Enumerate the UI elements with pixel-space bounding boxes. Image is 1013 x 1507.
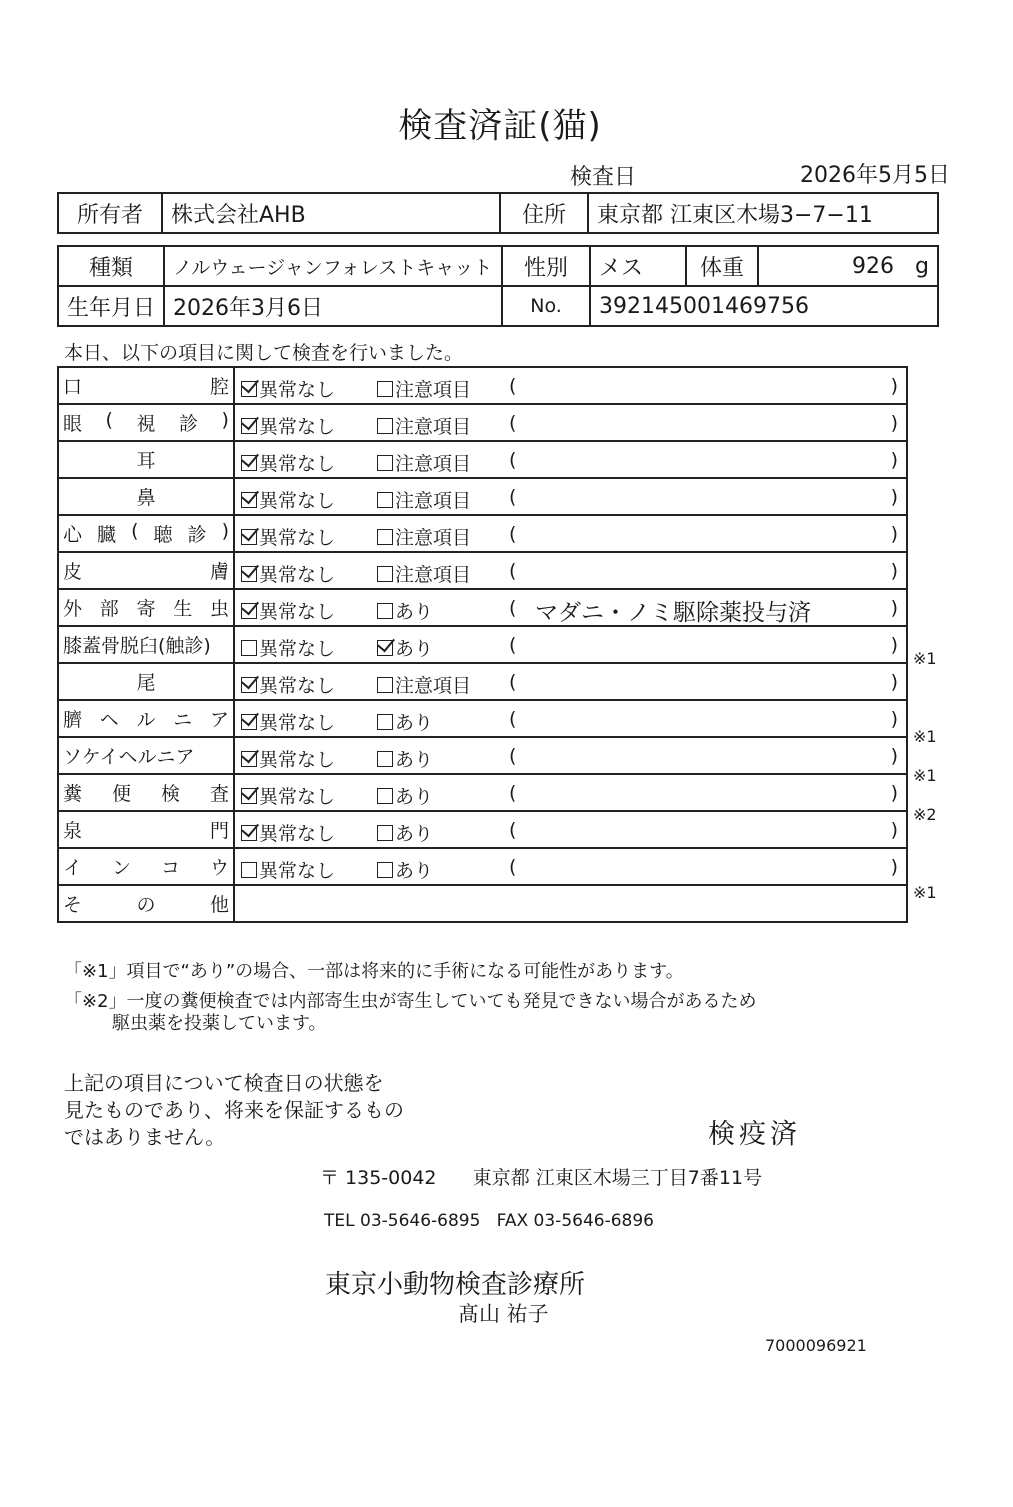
item-name-char: ニ: [173, 709, 193, 731]
checked-box-icon[interactable]: [241, 381, 257, 397]
address-label: 住所: [500, 193, 588, 233]
item-name-char: 糞: [63, 783, 83, 805]
ok-option[interactable]: [241, 523, 335, 550]
owner-label: 所有者: [58, 193, 162, 233]
ok-label: 異常なし: [259, 749, 336, 771]
ok-label: 異常なし: [259, 527, 336, 549]
ok-label: 異常なし: [259, 453, 336, 475]
clinic-fax: FAX 03-5646-6896: [496, 1211, 654, 1231]
document-title: 検査済証(猫): [398, 106, 602, 146]
item-name-char: ア: [209, 709, 229, 731]
inspection-row: [58, 848, 907, 885]
item-name-char: の: [136, 894, 156, 916]
inspection-date-label: 検査日: [570, 165, 637, 190]
item-name-char: 便: [111, 783, 131, 805]
vet-name: 髙山 祐子: [458, 1302, 549, 1326]
item-name-char: 臍: [63, 709, 83, 731]
clinic-address: 東京都 江東区木場三丁目7番11号: [472, 1167, 763, 1189]
open-paren: (: [509, 819, 517, 841]
ok-option[interactable]: [241, 745, 335, 772]
item-name-char: (: [131, 520, 139, 542]
item-name-char: コ: [160, 857, 180, 879]
checkbox-icon[interactable]: [377, 566, 393, 582]
item-name-char: 外: [63, 598, 83, 620]
footnote-2-cont: 駆虫薬を投薬しています。: [112, 1013, 327, 1034]
close-paren: ): [890, 819, 898, 841]
ok-label: 異常なし: [259, 638, 336, 660]
open-paren: (: [509, 634, 517, 656]
item-name-char: イ: [63, 857, 83, 879]
warn-label: 注意項目: [395, 527, 472, 549]
ok-option[interactable]: [241, 375, 335, 402]
item-name-char: 部: [99, 598, 119, 620]
item-name-char: 視: [136, 413, 156, 435]
close-paren: ): [890, 375, 898, 397]
inspection-row: [58, 478, 907, 515]
warn-option[interactable]: [377, 523, 471, 550]
ok-option[interactable]: [241, 634, 335, 661]
checked-box-icon[interactable]: [241, 714, 257, 730]
checked-box-icon[interactable]: [241, 418, 257, 434]
item-name-char: ン: [111, 857, 131, 879]
inspection-row: [58, 663, 907, 700]
checked-box-icon[interactable]: [241, 751, 257, 767]
close-paren: ): [890, 782, 898, 804]
ok-option[interactable]: [241, 560, 335, 587]
open-paren: (: [509, 708, 517, 730]
open-paren: (: [509, 486, 517, 508]
other-label: [58, 885, 234, 922]
item-note: マダニ・ノミ駆除薬投与済: [535, 600, 811, 626]
checkbox-icon[interactable]: [377, 862, 393, 878]
item-name-char: 心: [63, 524, 83, 546]
clinic-address-line: [320, 1163, 762, 1190]
item-name-char: 診: [179, 413, 199, 435]
checkbox-icon[interactable]: [377, 381, 393, 397]
item-name: [58, 589, 234, 626]
item-name-char: ): [221, 409, 229, 431]
item-name-char: 鼻: [136, 487, 156, 509]
checkbox-icon[interactable]: [377, 455, 393, 471]
open-paren: (: [509, 375, 517, 397]
warn-label: 注意項目: [395, 453, 472, 475]
item-name-char: ル: [136, 709, 156, 731]
warn-option[interactable]: [377, 782, 433, 809]
open-paren: (: [509, 449, 517, 471]
checked-box-icon[interactable]: [241, 566, 257, 582]
checked-box-icon[interactable]: [241, 825, 257, 841]
ok-label: 異常なし: [259, 379, 336, 401]
inspection-items-table: [57, 366, 908, 923]
inspection-row: [58, 737, 907, 774]
close-paren: ): [890, 560, 898, 582]
checkbox-icon[interactable]: [377, 751, 393, 767]
pet-table: [57, 245, 939, 327]
item-result: [234, 737, 907, 774]
no-value: 392145001469756: [590, 286, 938, 326]
close-paren: ): [890, 523, 898, 545]
postal-code: 〒 135-0042: [320, 1167, 437, 1189]
open-paren: (: [509, 782, 517, 804]
warn-label: あり: [395, 860, 434, 882]
footnote-mark: ※1: [913, 727, 937, 746]
checkbox-icon[interactable]: [377, 677, 393, 693]
item-name: [58, 737, 234, 774]
open-paren: (: [509, 856, 517, 878]
inspection-row: [58, 515, 907, 552]
warn-option[interactable]: [377, 560, 471, 587]
item-name-char: 査: [209, 783, 229, 805]
item-name: [58, 774, 234, 811]
inspection-row: [58, 552, 907, 589]
item-name: [58, 515, 234, 552]
item-name-char: そ: [63, 894, 83, 916]
close-paren: ): [890, 745, 898, 767]
checkbox-icon[interactable]: [377, 825, 393, 841]
checked-box-icon[interactable]: [241, 492, 257, 508]
dob-label: 生年月日: [58, 286, 164, 326]
item-name: [58, 811, 234, 848]
disclaimer-line: 上記の項目について検査日の状態を: [64, 1071, 384, 1095]
inspection-row: [58, 774, 907, 811]
footnote-mark: ※1: [913, 883, 937, 902]
item-name-char: 尾: [136, 672, 156, 694]
item-name-char: 門: [209, 820, 229, 842]
dob-value: 2026年3月6日: [164, 286, 502, 326]
warn-label: あり: [395, 786, 434, 808]
ok-label: 異常なし: [259, 490, 336, 512]
open-paren: (: [509, 412, 517, 434]
item-name-char: 診: [187, 524, 207, 546]
warn-option[interactable]: [377, 449, 471, 476]
sex-label: 性別: [502, 246, 590, 286]
item-name-char: ウ: [209, 857, 229, 879]
warn-option[interactable]: [377, 708, 433, 735]
document-code: 7000096921: [765, 1336, 867, 1355]
checked-box-icon[interactable]: [241, 455, 257, 471]
item-name: [58, 404, 234, 441]
item-name: [58, 663, 234, 700]
ok-option[interactable]: [241, 856, 335, 883]
item-result: [234, 552, 907, 589]
inspection-row: [58, 367, 907, 404]
ok-label: 異常なし: [259, 786, 336, 808]
close-paren: ): [890, 708, 898, 730]
warn-label: 注意項目: [395, 379, 472, 401]
ok-option[interactable]: [241, 597, 335, 624]
address-value: 東京都 江東区木場3−7−11: [588, 193, 938, 233]
footnote-mark: ※1: [913, 649, 937, 668]
checkbox-icon[interactable]: [377, 714, 393, 730]
warn-label: あり: [395, 712, 434, 734]
checkbox-icon[interactable]: [377, 492, 393, 508]
item-name: [58, 700, 234, 737]
inspection-row: [58, 404, 907, 441]
item-name-char: 耳: [136, 450, 156, 472]
clinic-tel: TEL 03-5646-6895: [324, 1211, 481, 1231]
checkbox-icon[interactable]: [377, 603, 393, 619]
item-result: [234, 589, 907, 626]
open-paren: (: [509, 597, 517, 619]
item-name-char: 生: [173, 598, 193, 620]
warn-label: 注意項目: [395, 675, 472, 697]
disclaimer: [64, 1070, 404, 1151]
disclaimer-line: 見たものであり、将来を保証するもの: [64, 1098, 404, 1122]
warn-option[interactable]: [377, 856, 433, 883]
ok-option[interactable]: [241, 449, 335, 476]
checkbox-icon[interactable]: [241, 862, 257, 878]
warn-label: 注意項目: [395, 416, 472, 438]
item-name-char: 寄: [136, 598, 156, 620]
open-paren: (: [509, 523, 517, 545]
close-paren: ): [890, 449, 898, 471]
item-name-char: (: [105, 409, 113, 431]
item-result: [234, 515, 907, 552]
footnote-1: 「※1」項目で“あり”の場合、一部は将来的に手術になる可能性があります。: [64, 961, 684, 982]
footnote-mark: ※2: [913, 805, 937, 824]
item-result: [234, 441, 907, 478]
checkbox-icon[interactable]: [377, 418, 393, 434]
item-result: [234, 774, 907, 811]
item-result: [234, 626, 907, 663]
ok-label: 異常なし: [259, 860, 336, 882]
item-name: [58, 552, 234, 589]
ok-option[interactable]: [241, 671, 335, 698]
checked-box-icon[interactable]: [377, 640, 393, 656]
clinic-contact-line: [324, 1211, 654, 1231]
warn-option[interactable]: [377, 671, 471, 698]
owner-value: 株式会社AHB: [162, 193, 500, 233]
warn-option[interactable]: [377, 819, 433, 846]
quarantine-stamp: 検疫済: [708, 1119, 801, 1150]
item-name-char: 泉: [63, 820, 83, 842]
item-name-char: 眼: [63, 413, 83, 435]
item-name-char: 腔: [209, 376, 229, 398]
inspection-date: 2026年5月5日: [800, 163, 950, 188]
checked-box-icon[interactable]: [241, 603, 257, 619]
warn-label: あり: [395, 749, 434, 771]
warn-option[interactable]: [377, 745, 433, 772]
warn-label: 注意項目: [395, 490, 472, 512]
ok-label: 異常なし: [259, 823, 336, 845]
checkbox-icon[interactable]: [377, 529, 393, 545]
owner-table: [57, 192, 939, 234]
ok-label: 異常なし: [259, 601, 336, 623]
close-paren: ): [890, 671, 898, 693]
inspection-row-other: [58, 885, 907, 922]
item-result: [234, 478, 907, 515]
intro-text: 本日、以下の項目に関して検査を行いました。: [64, 342, 464, 364]
close-paren: ): [890, 486, 898, 508]
ok-label: 異常なし: [259, 675, 336, 697]
footnote-2: 「※2」一度の糞便検査では内部寄生虫が寄生していても発見できない場合があるため: [64, 991, 757, 1012]
item-name-text: ソケイヘルニア: [63, 746, 195, 768]
footnote-mark: ※1: [913, 766, 937, 785]
item-name-char: 膚: [209, 561, 229, 583]
weight-unit: g: [915, 253, 929, 279]
item-name: [58, 367, 234, 404]
checked-box-icon[interactable]: [241, 677, 257, 693]
item-result: [234, 848, 907, 885]
item-name-char: 聴: [153, 524, 173, 546]
inspection-row: [58, 811, 907, 848]
checked-box-icon[interactable]: [241, 529, 257, 545]
ok-option[interactable]: [241, 708, 335, 735]
warn-label: あり: [395, 638, 434, 660]
warn-label: あり: [395, 823, 434, 845]
breed-label: 種類: [58, 246, 164, 286]
ok-option[interactable]: [241, 782, 335, 809]
ok-option[interactable]: [241, 412, 335, 439]
item-name-char: 他: [209, 894, 229, 916]
open-paren: (: [509, 745, 517, 767]
inspection-row: [58, 700, 907, 737]
item-name-char: ): [221, 520, 229, 542]
no-label: No.: [502, 286, 590, 326]
item-name-char: 検: [160, 783, 180, 805]
item-name-text: 膝蓋骨脱臼(触診): [63, 635, 211, 657]
open-paren: (: [509, 671, 517, 693]
other-field[interactable]: [234, 885, 907, 922]
item-result: [234, 367, 907, 404]
close-paren: ): [890, 412, 898, 434]
open-paren: (: [509, 560, 517, 582]
inspection-row: [58, 626, 907, 663]
item-name-char: ヘ: [99, 709, 119, 731]
item-name: [58, 626, 234, 663]
checked-box-icon[interactable]: [241, 788, 257, 804]
item-name-char: 口: [63, 376, 83, 398]
close-paren: ): [890, 634, 898, 656]
item-name-char: 虫: [209, 598, 229, 620]
weight-cell: [758, 246, 938, 286]
ok-option[interactable]: [241, 819, 335, 846]
warn-option[interactable]: [377, 634, 433, 661]
item-name: [58, 441, 234, 478]
item-result: [234, 404, 907, 441]
disclaimer-line: ではありません。: [64, 1125, 226, 1149]
item-result: [234, 811, 907, 848]
ok-label: 異常なし: [259, 416, 336, 438]
clinic-name: 東京小動物検査診療所: [325, 1270, 586, 1300]
warn-option[interactable]: [377, 412, 471, 439]
breed-value: ノルウェージャンフォレストキャット: [164, 246, 502, 286]
item-name-char: 臓: [97, 524, 117, 546]
ok-label: 異常なし: [259, 712, 336, 734]
item-name: [58, 848, 234, 885]
warn-option[interactable]: [377, 597, 433, 624]
ok-option[interactable]: [241, 486, 335, 513]
checkbox-icon[interactable]: [377, 788, 393, 804]
warn-label: 注意項目: [395, 564, 472, 586]
warn-option[interactable]: [377, 375, 471, 402]
warn-option[interactable]: [377, 486, 471, 513]
sex-value: メス: [590, 246, 686, 286]
close-paren: ): [890, 856, 898, 878]
inspection-row: [58, 441, 907, 478]
checkbox-icon[interactable]: [241, 640, 257, 656]
warn-label: あり: [395, 601, 434, 623]
weight-value: 926: [852, 253, 895, 279]
item-name: [58, 478, 234, 515]
item-result: [234, 700, 907, 737]
item-name-char: 皮: [63, 561, 83, 583]
inspection-row: [58, 589, 907, 626]
item-result: [234, 663, 907, 700]
ok-label: 異常なし: [259, 564, 336, 586]
close-paren: ): [890, 597, 898, 619]
weight-label: 体重: [686, 246, 758, 286]
